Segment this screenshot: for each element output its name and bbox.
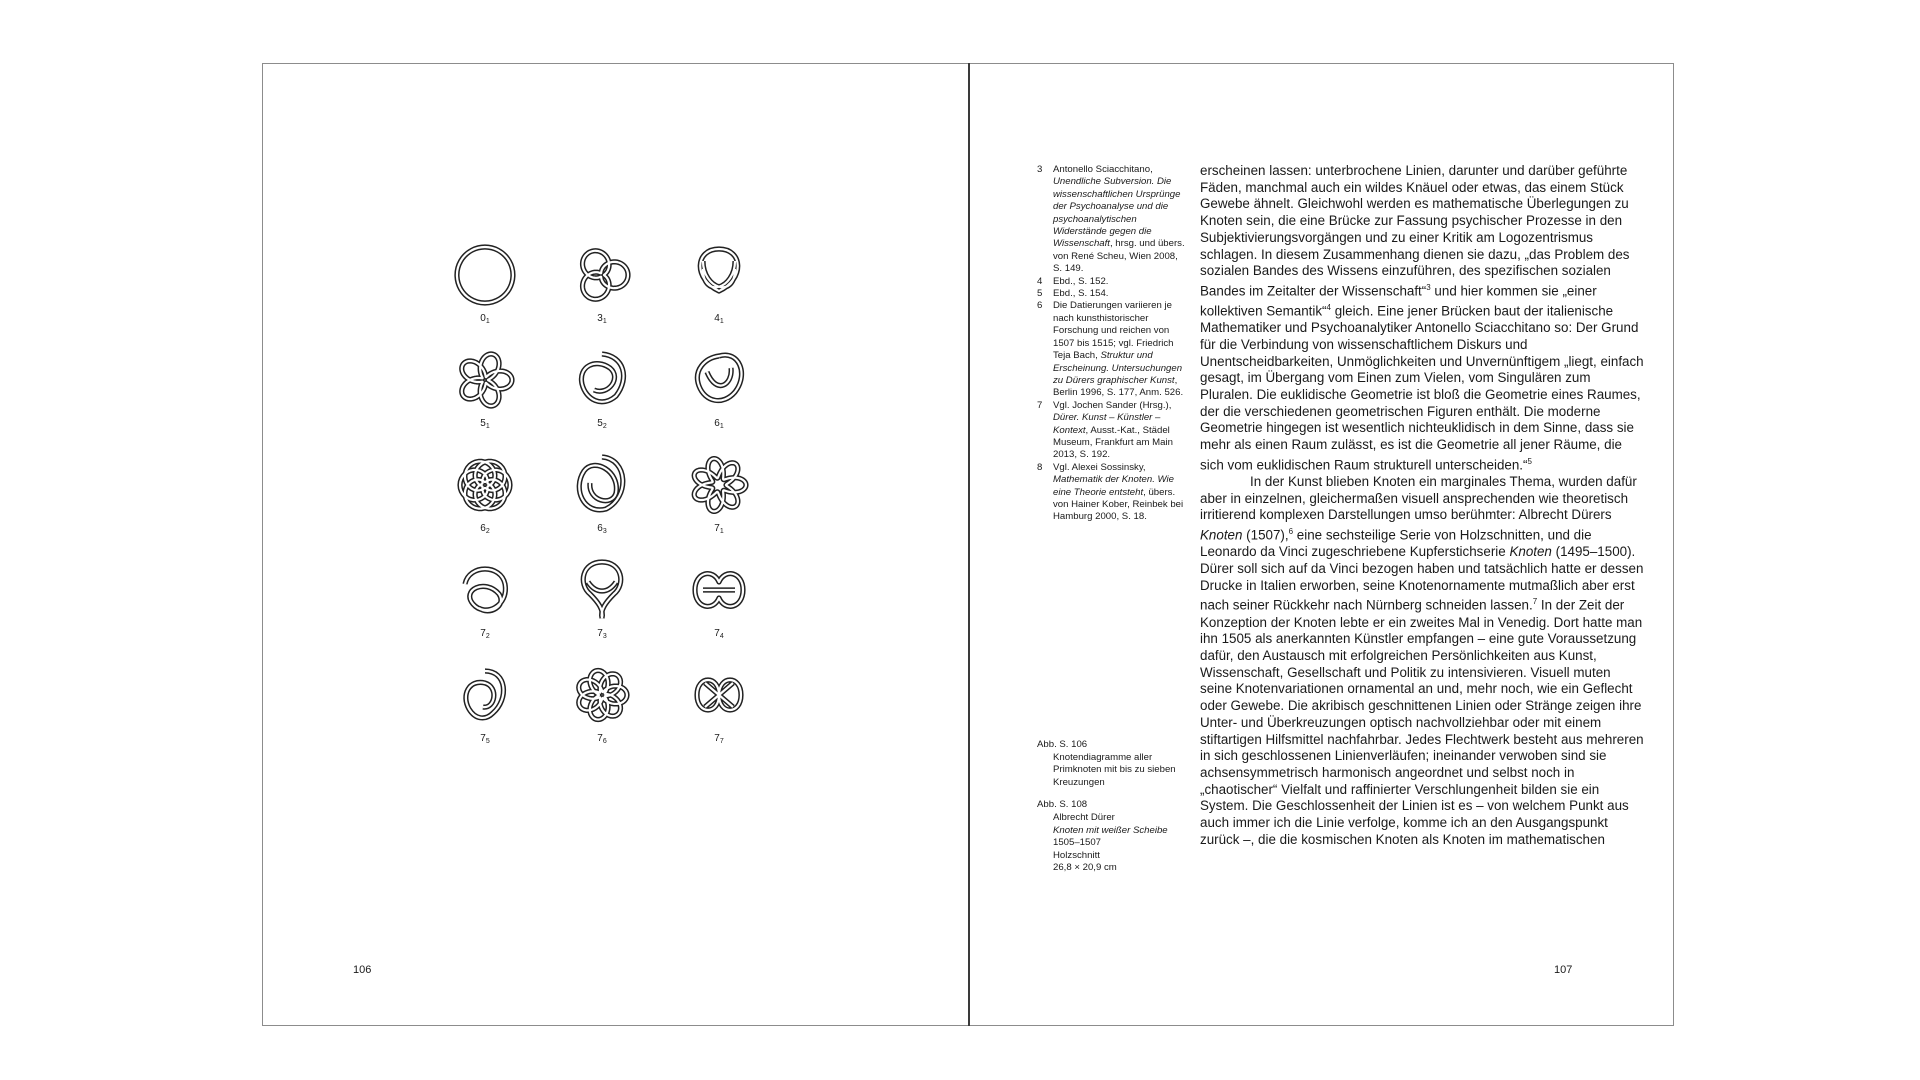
footnote-number: 8 [1037, 461, 1043, 473]
knot-label: $7_6$ [597, 733, 607, 745]
caption-line: Albrecht Dürer [1053, 811, 1115, 823]
footnote-text: Die Datierungen variieren je nach kunsthistorischer Forschung und reichen von 1507 bis 1515; vgl. Friedrich Teja Bach, Struktur und Erscheinung. Untersuchungen zu Dürers graphischer Kunst, Berlin 1996, S. 177, Anm. 526. [1053, 300, 1184, 399]
knot-label: $5_2$ [597, 418, 607, 430]
footnote-reference: 5 [1527, 456, 1532, 466]
page-number-right: 107 [1554, 964, 1573, 976]
knot-label: $7_2$ [480, 628, 490, 640]
footnote-reference: 4 [1326, 303, 1331, 313]
knot-drawing [566, 344, 638, 416]
knot-label: $7_3$ [597, 628, 607, 640]
footnote [1037, 300, 1185, 399]
knot-diagram [449, 659, 521, 748]
knot-diagram [683, 554, 755, 643]
knot-diagram [566, 554, 638, 643]
knot-label: $7_7$ [714, 733, 724, 745]
footnote-reference: 7 [1532, 597, 1538, 607]
footnote [1037, 164, 1185, 276]
knot-diagram [449, 239, 521, 328]
knot-label: $4_1$ [714, 313, 724, 325]
footnote-text: Vgl. Alexei Sossinsky, Mathematik der Knoten. Wie eine Theorie entsteht, übers. von Hainer Kober, Reinbek bei Hamburg 2000, S. 18. [1053, 461, 1184, 523]
footnote-text: Ebd., S. 152. [1053, 275, 1109, 287]
footnotes [1037, 164, 1185, 524]
footnote-number: 3 [1037, 164, 1043, 175]
right-page [969, 63, 1674, 1026]
knot-label: $6_1$ [714, 418, 724, 430]
caption-line: Knoten mit weißer Scheibe [1053, 824, 1168, 836]
book-spread [262, 63, 1674, 1026]
footnote [1037, 276, 1185, 288]
knot-drawing [566, 554, 638, 626]
footnote-reference: 6 [1288, 527, 1294, 537]
figure-caption [1037, 739, 1187, 789]
knot-drawing [683, 659, 755, 731]
footnote-text: Ebd., S. 154. [1053, 288, 1109, 300]
knot-label: $3_1$ [597, 313, 607, 325]
footnote [1037, 462, 1185, 524]
body-paragraph: erscheinen lassen: unterbrochene Linien, darunter und darüber geführte Fäden, manchmal auch ein wildes Knäuel oder etwas, das einem Stück Gewebe ähnelt. Gleichwohl werden es mathematische Überlegungen zu Knoten sein, die eine Brücke zur Fassung psychischer Prozesse in den Subjektivierungsvorgängen und zu einer Kritik am Logozentrismus schlagen. In diesem Zusammenhang dienen sie dazu, „das Problem des sozialen Bandes des Wissens einzuführen, des spezifischen sozialen Bandes im Zeitalter der Wissenschaft“$^3$ und hier kommen sie „einer kollektiven Semantik“$^4$ gleich. Eine jener Brücken baut der italienische Mathematiker und Psychoanalytiker Antonello Sciacchitano so: Der Grund für die Verbindung von wissenschaftlichem Diskurs und Unentscheidbarkeiten, Unmöglichkeiten und Unvernünftigem „liegt, einfach gesagt, im Übergang vom Einen zum Vielen, vom Singulären zum Pluralen. Die euklidische Geometrie ist bloß die Geometrie eines Raumes, der die verschiedenen geometrischen Figuren enthält. Die moderne Geometrie hingegen ist wesentlich nichteuklidisch in dem Sinne, dass sie mehr als einen Raum zulässt, es ist die Geometrie all jener Räume, die sich vom euklidischen Raum strukturell unterscheiden.“$^5$ [1200, 163, 1644, 473]
knot-diagram [566, 449, 638, 538]
caption-heading: Abb. S. 106 [1037, 739, 1088, 750]
knot-drawing [683, 449, 755, 521]
knot-diagram [683, 659, 755, 748]
body-paragraph: In der Kunst blieben Knoten ein marginales Thema, wurden dafür aber in einzelnen, gleichermaßen visuell ansprechenden wie theoretisch irritierend komplexen Darstellungen umso berühmter: Albrecht Dürers Knoten (1507),$^6$ eine sechsteilige Serie von Holzschnitten, und die Leonardo da Vinci zugeschriebene Kupferstichserie Knoten (1495–1500). Dürer soll sich auf da Vinci bezogen haben und tatsächlich hatte er dessen Drucke in Italien erworben, seine Knotenornamente mutmaßlich aber erst nach seiner Rückkehr nach Nürnberg schneiden lassen.$^7$ In der Zeit der Konzeption der Knoten lebte er ein zweites Mal in Venedig. Dort hatte man ihn 1505 als anerkannten Künstler empfangen – eine gute Voraussetzung dafür, den Austausch mit erfolgreichen Persönlichkeiten aus Kunst, Wissenschaft, Gesellschaft und Politik zu intensivieren. Visuell muten seine Knotenvariationen ornamental an und, mehr noch, wie ein Geflecht oder Gewebe. Die akribisch geschnittenen Linien oder Stränge zeigen ihre Unter- und Überkreuzungen optisch nachvollziehbar oder mit einem stiftartigen Hilfsmittel nachfahrbar. Jedes Flechtwerk besteht aus mehreren in sich geschlossenen Linienverläufen; ineinander verwoben sind sie achsensymmetrisch harmonisch angeordnet und selbst noch in „chaotischer“ Vielfalt und raffinierter Verschlungenheit bilden sie ein System. Die Geschlossenheit der Linien ist es – von welchem Punkt aus auch immer ich die Linie verfolge, komme ich an den Ausgangspunkt zurück –, die die kosmischen Knoten als Knoten im mathematischen [1200, 474, 1644, 847]
knot-label: $6_2$ [480, 523, 490, 535]
knot-label: $7_1$ [714, 523, 724, 535]
footnote-number: 5 [1037, 288, 1043, 300]
left-page [262, 63, 969, 1026]
footnote-reference: 3 [1426, 282, 1431, 292]
knot-diagram [449, 344, 521, 433]
caption-line: 1505–1507 [1053, 837, 1102, 849]
knot-drawing [566, 239, 638, 311]
knot-drawing [449, 344, 521, 416]
knot-diagram [566, 239, 638, 328]
knot-diagram [683, 344, 755, 433]
knot-label: $7_5$ [480, 733, 490, 745]
knot-drawing [449, 239, 521, 311]
knot-drawing [683, 239, 755, 311]
caption-heading: Abb. S. 108 [1037, 799, 1088, 811]
footnote-number: 4 [1037, 275, 1043, 287]
knot-drawing [683, 554, 755, 626]
knot-drawing [683, 344, 755, 416]
footnote [1037, 400, 1185, 462]
knot-label: $6_3$ [597, 523, 607, 535]
knot-drawing [566, 449, 638, 521]
knot-label: $0_1$ [480, 313, 490, 325]
knot-diagram [566, 659, 638, 748]
knot-drawing [449, 554, 521, 626]
footnote-text: Antonello Sciacchitano, Unendliche Subversion. Die wissenschaftlichen Ursprünge der Psychoanalyse und die psychoanalytischen Widerstände gegen die Wissenschaft, hrsg. und übers. von René Scheu, Wien 2008, S. 149. [1053, 164, 1185, 275]
book-spine [968, 63, 970, 1026]
knot-diagram [566, 344, 638, 433]
figure-caption [1037, 799, 1187, 875]
footnote-text: Vgl. Jochen Sander (Hrsg.), Dürer. Kunst – Künstler – Kontext, Ausst.-Kat., Städel Museum, Frankfurt am Main 2013, S. 192. [1053, 399, 1173, 461]
knot-label: $7_4$ [714, 628, 724, 640]
knot-diagram [683, 239, 755, 328]
knot-diagram [683, 449, 755, 538]
caption-line: Holzschnitt [1053, 849, 1100, 861]
knot-diagram [449, 554, 521, 643]
caption-line: Knotendiagramme aller Primknoten mit bis zu sieben Kreuzungen [1053, 751, 1176, 788]
knot-label: $5_1$ [480, 418, 490, 430]
main-text [1200, 163, 1645, 848]
figure-captions [1037, 739, 1187, 885]
knot-drawing [566, 659, 638, 731]
knot-drawing [449, 449, 521, 521]
footnote-number: 6 [1037, 300, 1043, 312]
knot-diagram [449, 449, 521, 538]
footnote [1037, 288, 1185, 300]
caption-line: 26,8 × 20,9 cm [1053, 862, 1117, 874]
page-number-left: 106 [353, 964, 372, 976]
footnote-number: 7 [1037, 399, 1043, 411]
knot-drawing [449, 659, 521, 731]
